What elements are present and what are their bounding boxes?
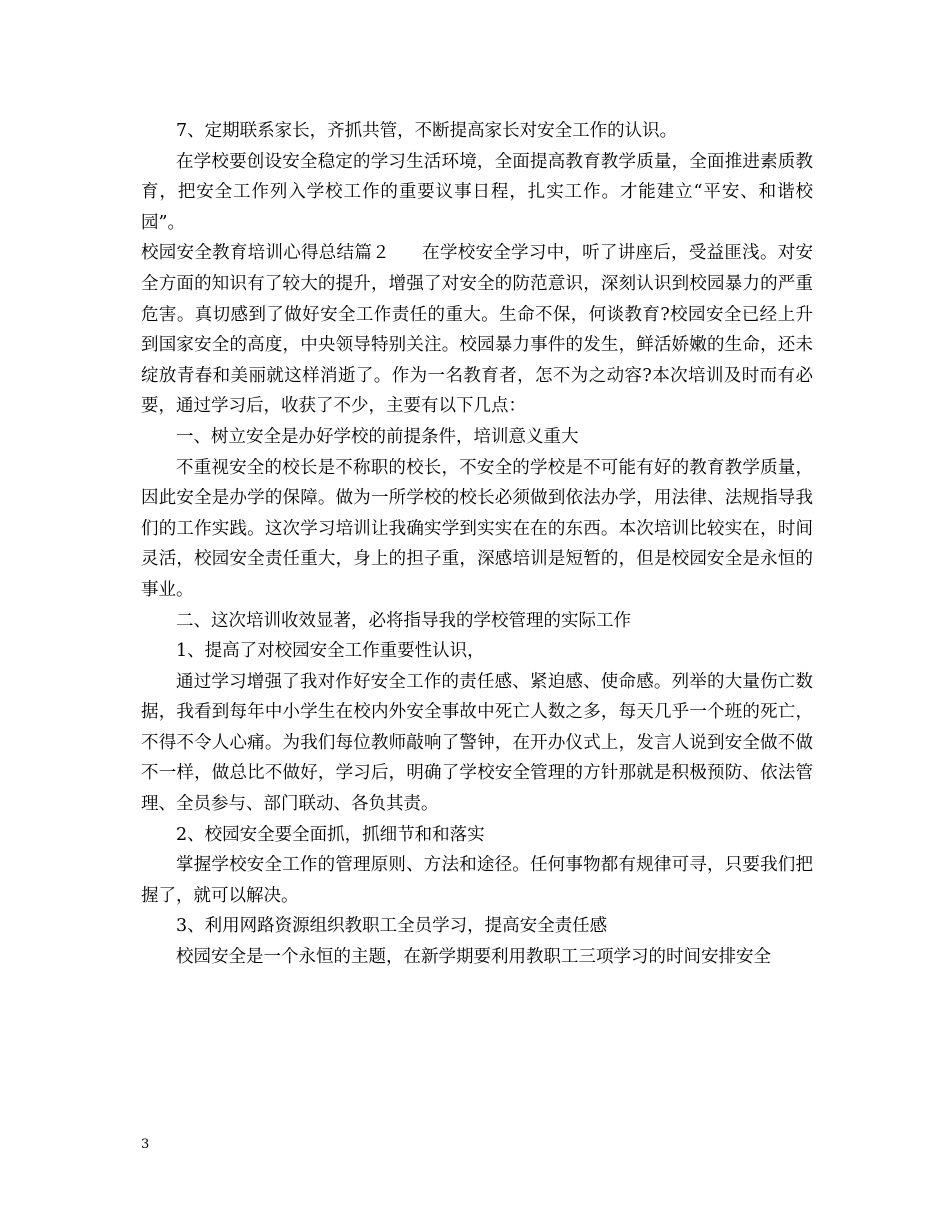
paragraph: 校园安全是一个永恒的主题，在新学期要利用教职工三项学习的时间安排安全 [176,947,771,968]
section-heading: 校园安全教育培训心得总结篇２ [141,243,390,264]
paragraph: 通过学习增强了我对作好安全工作的责任感、紧迫感、使命感。列举的大量伤亡数据，我看到每年中小学生在校内外安全事故中死亡人数之多，每天几乎一个班的死亡，不得不令人心痛。为我们每位教师敲响了警钟，在开办仪式上，发言人说到安全做不做不一样，做总比不做好，学习后，明确了学校安全管理的方针那就是积极预防、依法管理、全员参与、部门联动、各负其责。 [141,671,813,815]
paragraph: 1、提高了对校园安全工作重要性认识， [176,641,485,662]
paragraph: 不重视安全的校长是不称职的校长，不安全的学校是不可能有好的教育教学质量，因此安全是办学的保障。做为一所学校的校长必须做到依法办学，用法律、法规指导我们的工作实践。这次学习培训让我确实学到实实在在的东西。本次培训比较实在，时间灵活，校园安全责任重大，身上的担子重，深感培训是短暂的，但是校园安全是永恒的事业。 [141,457,813,600]
paragraph: 3、利用网路资源组织教职工全员学习，提高安全责任感 [176,916,608,937]
paragraph: 一、树立安全是办好学校的前提条件，培训意义重大 [176,426,579,447]
page-number: 3 [141,1137,150,1152]
document-body [141,116,813,973]
paragraph: 2、校园安全要全面抓，抓细节和和落实 [176,824,485,845]
paragraph: 二、这次培训收效显著，必将指导我的学校管理的实际工作 [176,610,631,631]
paragraph: 在学校要创设安全稳定的学习生活环境，全面提高教育教学质量，全面推进素质教育，把安全工作列入学校工作的重要议事日程，扎实工作。才能建立“平安、和谐校园”。 [141,151,813,233]
section-paragraph [141,238,813,422]
paragraph: 7、定期联系家长，齐抓共管，不断提高家长对安全工作的认识。 [176,121,678,141]
paragraph: 掌握学校安全工作的管理原则、方法和途径。任何事物都有规律可寻，只要我们把握了，就可以解决。 [141,855,813,906]
section-intro: 在学校安全学习中，听了讲座后，受益匪浅。对安全方面的知识有了较大的提升，增强了对安全的防范意识，深刻认识到校园暴力的严重危害。真切感到了做好安全工作责任的重大。生命不保，何谈教育?校园安全已经上升到国家安全的高度，中央领导特别关注。校园暴力事件的发生，鲜活娇嫩的生命，还未绽放青春和美丽就这样消逝了。作为一名教育者，怎不为之动容?本次培训及时而有必要，通过学习后，收获了不少，主要有以下几点： [141,243,814,417]
